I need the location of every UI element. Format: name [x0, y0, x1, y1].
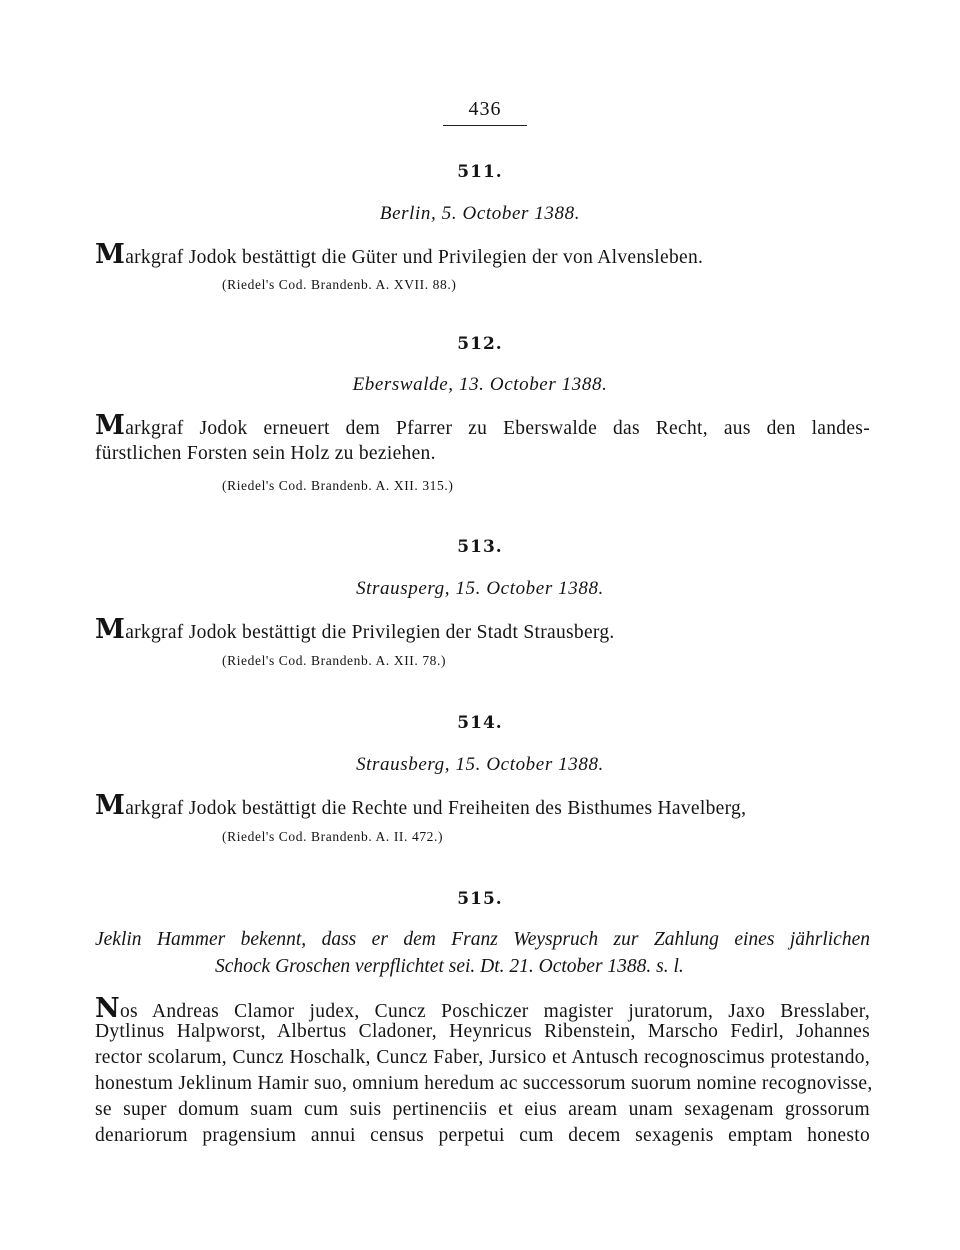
- text-line: honestum Jeklinum Hamir suo, omnium heredum ac successorum suorum nomine recognovisse,: [95, 1073, 873, 1094]
- text-line: arkgraf Jodok erneuert dem Pfarrer zu Eberswalde das Recht, aus den landes-: [125, 418, 870, 439]
- entry-summary-515-cont: Schock Groschen verpflichtet sei. Dt. 21. October 1388. s. l.: [215, 956, 684, 977]
- drop-initial: M: [95, 790, 126, 821]
- entry-date-514: Strausberg, 15. October 1388.: [356, 754, 604, 775]
- entry-source-513: (Riedel's Cod. Brandenb. A. XII. 78.): [222, 653, 447, 668]
- entry-text-514: [95, 792, 746, 820]
- entry-number-515: 515.: [457, 889, 503, 909]
- drop-initial: N: [95, 993, 120, 1024]
- entry-date-511: Berlin, 5. October 1388.: [379, 203, 581, 224]
- entry-text-515: [95, 995, 870, 1023]
- page-number-rule: [443, 125, 527, 126]
- text-line: se super domum suam cum suis pertinenciis et eius aream unam sexagenam grossorum: [95, 1099, 870, 1120]
- text-line: rector scolarum, Cuncz Hoschalk, Cuncz Faber, Jursico et Antusch recognoscimus protestando,: [95, 1047, 870, 1068]
- entry-source-511: (Riedel's Cod. Brandenb. A. XVII. 88.): [222, 277, 457, 292]
- text-line: arkgraf Jodok bestättigt die Rechte und Freiheiten des Bisthumes Havelberg,: [125, 798, 747, 819]
- text-line: os Andreas Clamor judex, Cuncz Poschiczer magister juratorum, Jaxo Bresslaber,: [119, 1001, 870, 1022]
- entry-source-512: (Riedel's Cod. Brandenb. A. XII. 315.): [222, 478, 454, 493]
- entry-number-514: 514.: [457, 713, 503, 733]
- text-line: denariorum pragensium annui census perpetui cum decem sexagenis emptam honesto: [95, 1125, 870, 1146]
- drop-initial: M: [95, 614, 126, 645]
- text-line: fürstlichen Forsten sein Holz zu beziehen.: [95, 443, 436, 464]
- entry-number-513: 513.: [457, 537, 503, 557]
- entry-number-511: 511.: [457, 162, 503, 182]
- entry-source-514: (Riedel's Cod. Brandenb. A. II. 472.): [222, 829, 444, 844]
- entry-text-513: [95, 616, 615, 644]
- page-number: 436: [468, 98, 502, 120]
- entry-text-512: [95, 412, 870, 440]
- drop-initial: M: [95, 239, 126, 270]
- text-line: arkgraf Jodok bestättigt die Güter und Privilegien der von Alvensleben.: [125, 247, 704, 268]
- entry-date-512: Eberswalde, 13. October 1388.: [352, 374, 608, 395]
- drop-initial: M: [95, 410, 126, 441]
- entry-number-512: 512.: [457, 334, 503, 354]
- entry-date-513: Strausperg, 15. October 1388.: [356, 578, 604, 599]
- text-line: arkgraf Jodok bestättigt die Privilegien der Stadt Strausberg.: [125, 622, 615, 643]
- entry-summary-515: Jeklin Hammer bekennt, dass er dem Franz Weyspruch zur Zahlung eines jährlichen: [95, 929, 870, 950]
- text-line: Dytlinus Halpworst, Albertus Cladoner, Heynricus Ribenstein, Marscho Fedirl, Johannes: [95, 1021, 870, 1042]
- entry-text-511: [95, 241, 703, 269]
